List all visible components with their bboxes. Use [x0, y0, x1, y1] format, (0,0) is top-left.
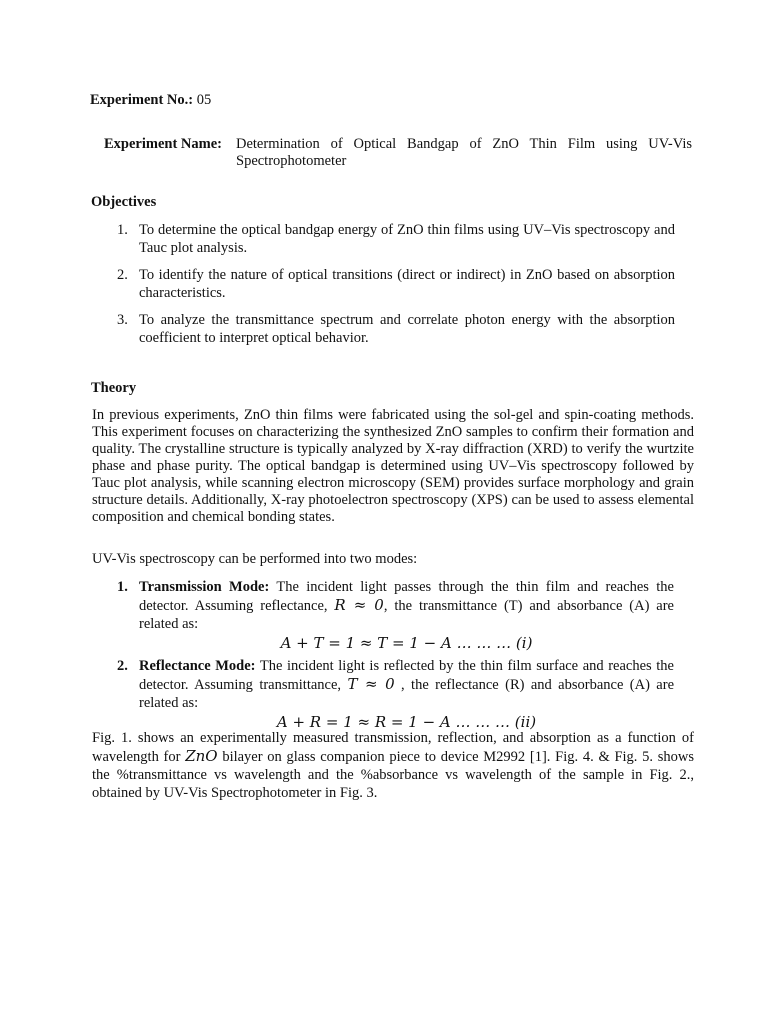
experiment-number [90, 92, 211, 109]
theory-paragraph-2: UV-Vis spectroscopy can be performed into two modes: [92, 551, 418, 567]
mode-item-transmission [112, 578, 674, 653]
paragraph-3-text-before: Fig. 1. shows an experimentally measured transmission, reflection, and absorption as a function of wavelength for [92, 730, 694, 765]
equation-i: A + T = 1 ≈ T = 1 − A … … … (i) [280, 634, 533, 652]
modes-list [112, 578, 674, 736]
mode-number: 2. [117, 658, 128, 674]
mode-text-before: The incident light is reflected by the thin film surface and reaches the detector. Assuming transmittance, [139, 658, 674, 693]
objective-item [112, 266, 675, 302]
experiment-name-line1: Determination of Optical Bandgap of ZnO Thin Film using UV-Vis [236, 136, 692, 152]
mode-condition: R ≈ 0 [334, 596, 384, 614]
experiment-name-label: Experiment Name: [104, 136, 222, 152]
mode-text-after: , the reflectance (R) and absorbance (A) are related as: [139, 677, 675, 711]
mode-number: 1. [117, 579, 128, 595]
experiment-number-value: 05 [193, 92, 212, 108]
theory-paragraph-1: In previous experiments, ZnO thin films were fabricated using the sol-gel and spin-coating methods. This experiment focuses on characterizing the synthesized ZnO samples to confirm their formation and quality. The crystalline structure is typically analyzed by X-ray diffraction (XRD) to verify the wurtzite phase and phase purity. The optical bandgap is determined using UV–Vis spectroscopy followed by Tauc plot analysis, while scanning electron microscopy (SEM) provides surface morphology and grain structure details. Additionally, X-ray photoelectron spectroscopy (XPS) can be used to assess elemental composition and chemical bonding states. [92, 407, 694, 525]
mode-text-after: , the transmittance (T) and absorbance (A) are related as: [139, 598, 674, 632]
objective-item [112, 311, 675, 347]
experiment-name-line2: Spectrophotometer [236, 153, 347, 169]
objective-text: To analyze the transmittance spectrum and correlate photon energy with the absorption coefficient to interpret optical behavior. [139, 312, 675, 346]
experiment-name [104, 136, 696, 170]
objectives-list [112, 221, 675, 356]
paragraph-3-text-after: bilayer on glass companion piece to device M2992 [1]. Fig. 4. & Fig. 5. shows the %transmittance vs wavelength and the %absorbance vs wavelength of the sample in Fig. 2., obtained by UV-Vis Spectrophotometer in Fig. 3. [92, 749, 694, 801]
paragraph-3-math: ZnO [185, 747, 218, 765]
experiment-number-label: Experiment No.: [90, 92, 194, 108]
equation-ii: A + R = 1 ≈ R = 1 − A … … … (ii) [276, 713, 537, 731]
theory-paragraph-3 [92, 729, 694, 802]
objective-number: 1. [117, 222, 128, 238]
theory-heading: Theory [91, 380, 137, 396]
mode-title: Transmission Mode: [139, 579, 270, 595]
mode-title: Reflectance Mode: [139, 658, 256, 674]
mode-text-before: The incident light passes through the thin film and reaches the detector. Assuming reflectance, [139, 579, 674, 614]
objective-text: To determine the optical bandgap energy of ZnO thin films using UV–Vis spectroscopy and Tauc plot analysis. [139, 222, 675, 256]
objective-text: To identify the nature of optical transitions (direct or indirect) in ZnO based on absorption characteristics. [139, 267, 675, 301]
mode-item-reflectance [112, 657, 674, 732]
objective-number: 2. [117, 267, 128, 283]
objective-item [112, 221, 675, 257]
mode-condition: T ≈ 0 [347, 675, 395, 693]
objectives-heading: Objectives [91, 194, 157, 210]
experiment-name-text [236, 136, 692, 170]
objective-number: 3. [117, 312, 128, 328]
